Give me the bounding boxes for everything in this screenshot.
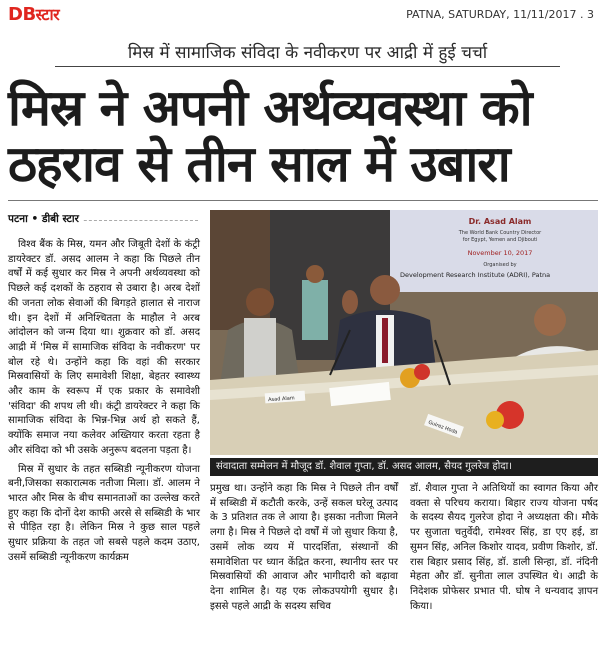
article-column-2	[210, 482, 398, 614]
paragraph: मिस्र में सुधार के तहत सब्सिडी न्यूनीकरण योजना बनी,जिसका सकारात्मक नतीजा मिला। डॉ. आलम ने भारत और मिस्र के बीच समानताओं का उल्लेख करते हुए कहा कि दोनों देश काफी अरसे से सब्सिडी के भार से पीड़ित रहा है। लेकिन मिस्र ने कुछ साल पहले सुधार प्रक्रिया के तहत जो सबसे पहले कदम उठाए, उसमें सब्सिडी न्यूनीकरण कार्यक्रम	[8, 463, 200, 563]
banner-role2: for Egypt, Yemen and Djibouti	[462, 237, 538, 243]
banner-name: Dr. Asad Alam	[468, 217, 532, 226]
logo-star: स्टार	[35, 5, 60, 24]
paragraph: डॉ. शैवाल गुप्ता ने अतिथियों का स्वागत किया और वक्ता से परिचय कराया। बिहार राज्य योजना पर्षद के सदस्य सैयद गुलरेज होदा ने अध्यक्षता की। मौके पर सुजाता चतुर्वेदी, रामेश्वर सिंह, डा एए हई, डा सुमन सिंह, अनिल किशोर यादव, प्रवीण किशोर, डॉ. रास बिहार प्रसाद सिंह, डॉ. डाली सिन्हा, डॉ. नंदिनी मेहता और डॉ. सुनीता लाल उपस्थित थे। आद्री के निदेशक प्रोफेसर प्रभात पी. घोष ने धन्यवाद ज्ञापन किया।	[410, 483, 598, 612]
article-kicker: मिस्र में सामाजिक संविदा के नवीकरण पर आद्री में हुई चर्चा	[55, 40, 560, 67]
banner-date: November 10, 2017	[467, 249, 533, 257]
nameplate-2-text: Gulrez Hoda	[427, 419, 459, 436]
headline-line-1: मिस्र ने अपनी अर्थव्यवस्था को	[8, 79, 532, 137]
headline-line-2: ठहराव से तीन साल में उबारा	[8, 135, 510, 193]
byline-text: पटना • डीबी स्टार	[8, 213, 83, 225]
article-column-1	[8, 238, 200, 569]
banner-org: Development Research Institute (ADRI), Patna	[400, 271, 551, 279]
article-column-3	[410, 482, 598, 614]
newspaper-logo	[8, 3, 59, 25]
banner-role1: The World Bank Country Director	[458, 230, 542, 236]
paragraph: प्रमुख था। उन्होंने कहा कि मिस्र ने पिछले तीन वर्षों में सब्सिडी में कटौती करके, उन्हें सकल घरेलू उत्पाद के 3 प्रतिशत तक ले आया है। इसका नतीजा मिलने लगा है। मिस्र ने पिछले दो वर्षों में जो सुधार किया है, उसमें लोक व्यय में पारदर्शिता, संस्थानों की समावेशिता पर ध्यान केंद्रित करना, स्थानीय स्तर पर मिस्रवासियों की आवाज और भागीदारी को बढ़ावा देना शामिल है। यह एक लोकउपयोगी सुधार है। इससे पहले आद्री के सदस्य सचिव	[210, 483, 398, 612]
dateline: PATNA, SATURDAY, 11/11/2017 . 3	[406, 8, 594, 21]
banner-org-label: Organised by	[483, 262, 517, 268]
photo-illustration	[210, 210, 598, 455]
logo-db: DB	[8, 4, 36, 25]
nameplate-1-text: Asad Alam	[267, 395, 295, 404]
byline	[8, 212, 198, 228]
photo-caption: संवादाता सम्मेलन में मौजूद डॉ. शैवाल गुप्ता, डॉ. असद आलम, सैयद गुलरेज होदा।	[210, 458, 598, 476]
event-photo	[210, 210, 598, 455]
masthead	[0, 0, 604, 30]
headline-divider	[8, 200, 598, 201]
paragraph: विश्व बैंक के मिस्र, यमन और जिबूती देशों के कंट्री डायरेक्टर डॉ. असद आलम ने कहा कि पिछले तीन वर्षों में कई सुधार कर मिस्र ने अपनी अर्थव्यवस्था को पिछले कई दशकों के ठहराव से उबारा है। अरब देशों की जनता लोक सेवाओं की बिगड़ते हालात से नाराज थी। इन देशों में अनिश्चितता के माहौल ने अरब आंदोलन को जन्म दिया था। शुक्रवार को डॉ. असद आद्री में 'मिस्र में सामाजिक संविदा के नवीकरण' पर बोल रहे थे। उन्होंने कहा कि वहां की सरकार मिस्रवासियों के लिए समावेशी शिक्षा, बेहतर स्वास्थ्य और काम के स्वरूप में एक प्रकार के समावेशी 'संविदा' की शपथ ली थी। कंट्री डायरेक्टर ने कहा कि सामाजिक संविदा के भिन्न-भिन्न अर्थ हो सकते हैं, क्योंकि समाज नया कलेवर अख्तियार करता रहता है और संविदा को भी उसके अनुरूप बदलना पड़ता है।	[8, 239, 200, 456]
article-headline	[8, 80, 598, 192]
